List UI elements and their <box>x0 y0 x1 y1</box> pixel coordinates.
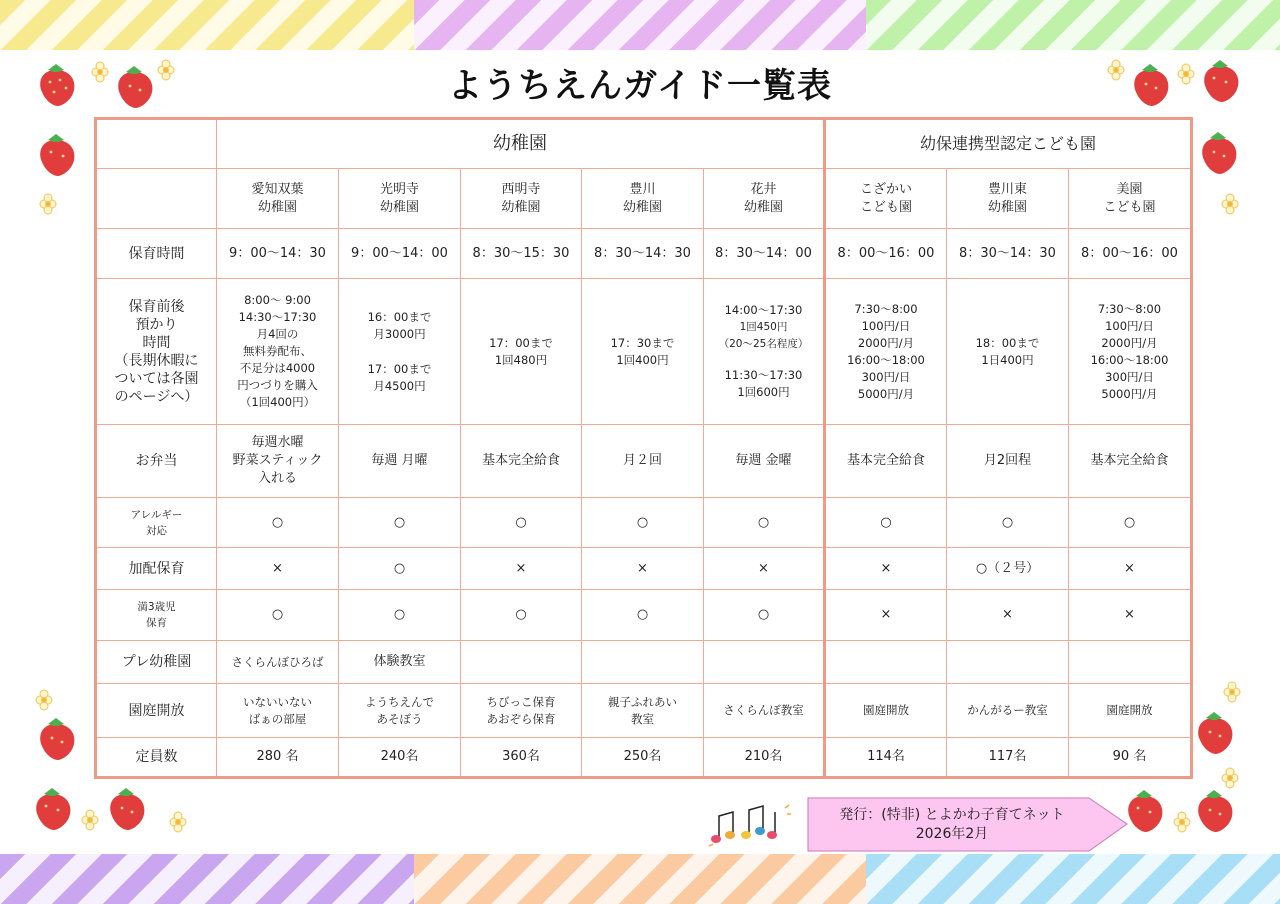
age3-cell: × <box>1069 590 1192 641</box>
top-stripe-pink <box>414 0 866 50</box>
extended-care-cell: 17：30まで 1回400円 <box>582 279 704 425</box>
row-label-lunch: お弁当 <box>96 425 217 498</box>
pre-kinder-cell <box>704 641 825 684</box>
top-stripe-green <box>866 0 1280 50</box>
school-name-cell: 豊川 幼稚園 <box>582 169 704 229</box>
music-notes-icon <box>705 800 795 850</box>
capacity-cell: 117名 <box>947 738 1069 778</box>
table-row <box>96 119 1192 169</box>
age3-cell: ○ <box>339 590 461 641</box>
table-row <box>96 684 1192 738</box>
hours-cell: 8：30〜15：30 <box>461 229 582 279</box>
strawberry-icon <box>1202 132 1236 174</box>
allergy-cell: ○ <box>825 498 947 548</box>
garden-cell: 園庭開放 <box>1069 684 1192 738</box>
flower-icon <box>170 812 186 832</box>
garden-cell: ようちえんで あそぼう <box>339 684 461 738</box>
row-label-capacity: 定員数 <box>96 738 217 778</box>
strawberry-icon <box>1128 790 1162 832</box>
row-label-garden: 園庭開放 <box>96 684 217 738</box>
age3-cell: ○ <box>217 590 339 641</box>
school-name-cell: 豊川東 幼稚園 <box>947 169 1069 229</box>
publish-date: 2026年2月 <box>915 826 989 842</box>
pre-kinder-cell: 体験教室 <box>339 641 461 684</box>
bottom-stripe-orange <box>414 854 866 904</box>
hours-cell: 8：30〜14：30 <box>582 229 704 279</box>
bottom-stripe-blue <box>866 854 1280 904</box>
flower-icon <box>1174 812 1190 832</box>
garden-cell: 園庭開放 <box>825 684 947 738</box>
lunch-cell: 毎週 金曜 <box>704 425 825 498</box>
school-name-cell: 西明寺 幼稚園 <box>461 169 582 229</box>
allergy-cell: ○ <box>1069 498 1192 548</box>
extended-care-cell: 14:00〜17:30 1回450円 （20〜25名程度） 11:30〜17:30 1回600円 <box>704 279 825 425</box>
publisher-banner <box>807 797 1129 852</box>
school-name-cell: こざかい こども園 <box>825 169 947 229</box>
allergy-cell: ○ <box>704 498 825 548</box>
hours-cell: 9：00〜14：00 <box>339 229 461 279</box>
capacity-cell: 114名 <box>825 738 947 778</box>
age3-cell: × <box>825 590 947 641</box>
publisher-text <box>807 806 1097 844</box>
hours-cell: 8：30〜14：30 <box>947 229 1069 279</box>
lunch-cell: 月2回程 <box>947 425 1069 498</box>
extra-staff-cell: × <box>704 548 825 590</box>
row-label-hours: 保育時間 <box>96 229 217 279</box>
corner-cell <box>96 169 217 229</box>
extra-staff-cell: × <box>825 548 947 590</box>
kindergarten-guide-table <box>94 117 1193 779</box>
row-label-extra-staff: 加配保育 <box>96 548 217 590</box>
flower-icon <box>82 810 98 830</box>
strawberry-icon <box>40 134 74 176</box>
lunch-cell: 基本完全給食 <box>461 425 582 498</box>
table-row <box>96 279 1192 425</box>
lunch-cell: 基本完全給食 <box>825 425 947 498</box>
extra-staff-cell: × <box>582 548 704 590</box>
garden-cell: ちびっこ保育 あおぞら保育 <box>461 684 582 738</box>
pre-kinder-cell <box>825 641 947 684</box>
row-label-pre-kinder: プレ幼稚園 <box>96 641 217 684</box>
age3-cell: ○ <box>704 590 825 641</box>
age3-cell: ○ <box>582 590 704 641</box>
row-label-allergy: アレルギー 対応 <box>96 498 217 548</box>
capacity-cell: 210名 <box>704 738 825 778</box>
extended-care-cell: 16：00まで 月3000円 17：00まで 月4500円 <box>339 279 461 425</box>
extra-staff-cell: ○（２号） <box>947 548 1069 590</box>
publisher-line: 発行：(特非) とよかわ子育てネット <box>839 807 1065 823</box>
allergy-cell: ○ <box>217 498 339 548</box>
allergy-cell: ○ <box>582 498 704 548</box>
flower-icon <box>36 690 52 710</box>
garden-cell: 親子ふれあい 教室 <box>582 684 704 738</box>
extended-care-cell: 17：00まで 1回480円 <box>461 279 582 425</box>
pre-kinder-cell <box>582 641 704 684</box>
row-label-extended-care: 保育前後 預かり 時間 （長期休暇に ついては各園 のページへ） <box>96 279 217 425</box>
age3-cell: × <box>947 590 1069 641</box>
allergy-cell: ○ <box>461 498 582 548</box>
capacity-cell: 360名 <box>461 738 582 778</box>
extra-staff-cell: ○ <box>339 548 461 590</box>
strawberry-icon <box>40 718 74 760</box>
lunch-cell: 毎週 月曜 <box>339 425 461 498</box>
flower-icon <box>1224 682 1240 702</box>
capacity-cell: 240名 <box>339 738 461 778</box>
row-label-age3: 満3歳児 保育 <box>96 590 217 641</box>
hours-cell: 8：00〜16：00 <box>1069 229 1192 279</box>
lunch-cell: 毎週水曜 野菜スティック 入れる <box>217 425 339 498</box>
pre-kinder-cell <box>461 641 582 684</box>
hours-cell: 9：00〜14：30 <box>217 229 339 279</box>
table-row <box>96 169 1192 229</box>
lunch-cell: 月２回 <box>582 425 704 498</box>
table-row <box>96 641 1192 684</box>
school-name-cell: 光明寺 幼稚園 <box>339 169 461 229</box>
flower-icon <box>1222 768 1238 788</box>
school-name-cell: 愛知双葉 幼稚園 <box>217 169 339 229</box>
strawberry-icon <box>1198 712 1232 754</box>
table-row <box>96 229 1192 279</box>
pre-kinder-cell <box>947 641 1069 684</box>
lunch-cell: 基本完全給食 <box>1069 425 1192 498</box>
garden-cell: さくらんぼ教室 <box>704 684 825 738</box>
extended-care-cell: 7:30〜8:00 100円/日 2000円/月 16:00〜18:00 300円/日 5000円/月 <box>825 279 947 425</box>
strawberry-icon <box>36 788 70 830</box>
garden-cell: かんがるー教室 <box>947 684 1069 738</box>
group-header-kindergarten: 幼稚園 <box>217 119 825 169</box>
capacity-cell: 280 名 <box>217 738 339 778</box>
extra-staff-cell: × <box>461 548 582 590</box>
extended-care-cell: 7:30〜8:00 100円/日 2000円/月 16:00〜18:00 300円/日 5000円/月 <box>1069 279 1192 425</box>
school-name-cell: 美園 こども園 <box>1069 169 1192 229</box>
hours-cell: 8：00〜16：00 <box>825 229 947 279</box>
corner-cell <box>96 119 217 169</box>
flower-icon <box>1222 194 1238 214</box>
extra-staff-cell: × <box>1069 548 1192 590</box>
flower-icon <box>40 194 56 214</box>
extended-care-cell: 18：00まで 1日400円 <box>947 279 1069 425</box>
garden-cell: いないいない ばぁの部屋 <box>217 684 339 738</box>
hours-cell: 8：30〜14：00 <box>704 229 825 279</box>
pre-kinder-cell <box>1069 641 1192 684</box>
capacity-cell: 250名 <box>582 738 704 778</box>
page-title: ようちえんガイド一覧表 <box>448 66 832 106</box>
group-header-kodomoen: 幼保連携型認定こども園 <box>825 119 1192 169</box>
capacity-cell: 90 名 <box>1069 738 1192 778</box>
table-row <box>96 498 1192 548</box>
school-name-cell: 花井 幼稚園 <box>704 169 825 229</box>
pre-kinder-cell: さくらんぼひろば <box>217 641 339 684</box>
table-row <box>96 738 1192 778</box>
extended-care-cell: 8:00〜 9:00 14:30〜17:30 月4回の 無料券配布、 不足分は4000 円つづりを購入 （1回400円） <box>217 279 339 425</box>
bottom-stripe-purple <box>0 854 414 904</box>
age3-cell: ○ <box>461 590 582 641</box>
allergy-cell: ○ <box>947 498 1069 548</box>
strawberry-icon <box>110 788 144 830</box>
table-row <box>96 590 1192 641</box>
table-row <box>96 425 1192 498</box>
extra-staff-cell: × <box>217 548 339 590</box>
top-stripe-yellow <box>0 0 414 50</box>
allergy-cell: ○ <box>339 498 461 548</box>
table-row <box>96 548 1192 590</box>
strawberry-icon <box>1198 790 1232 832</box>
